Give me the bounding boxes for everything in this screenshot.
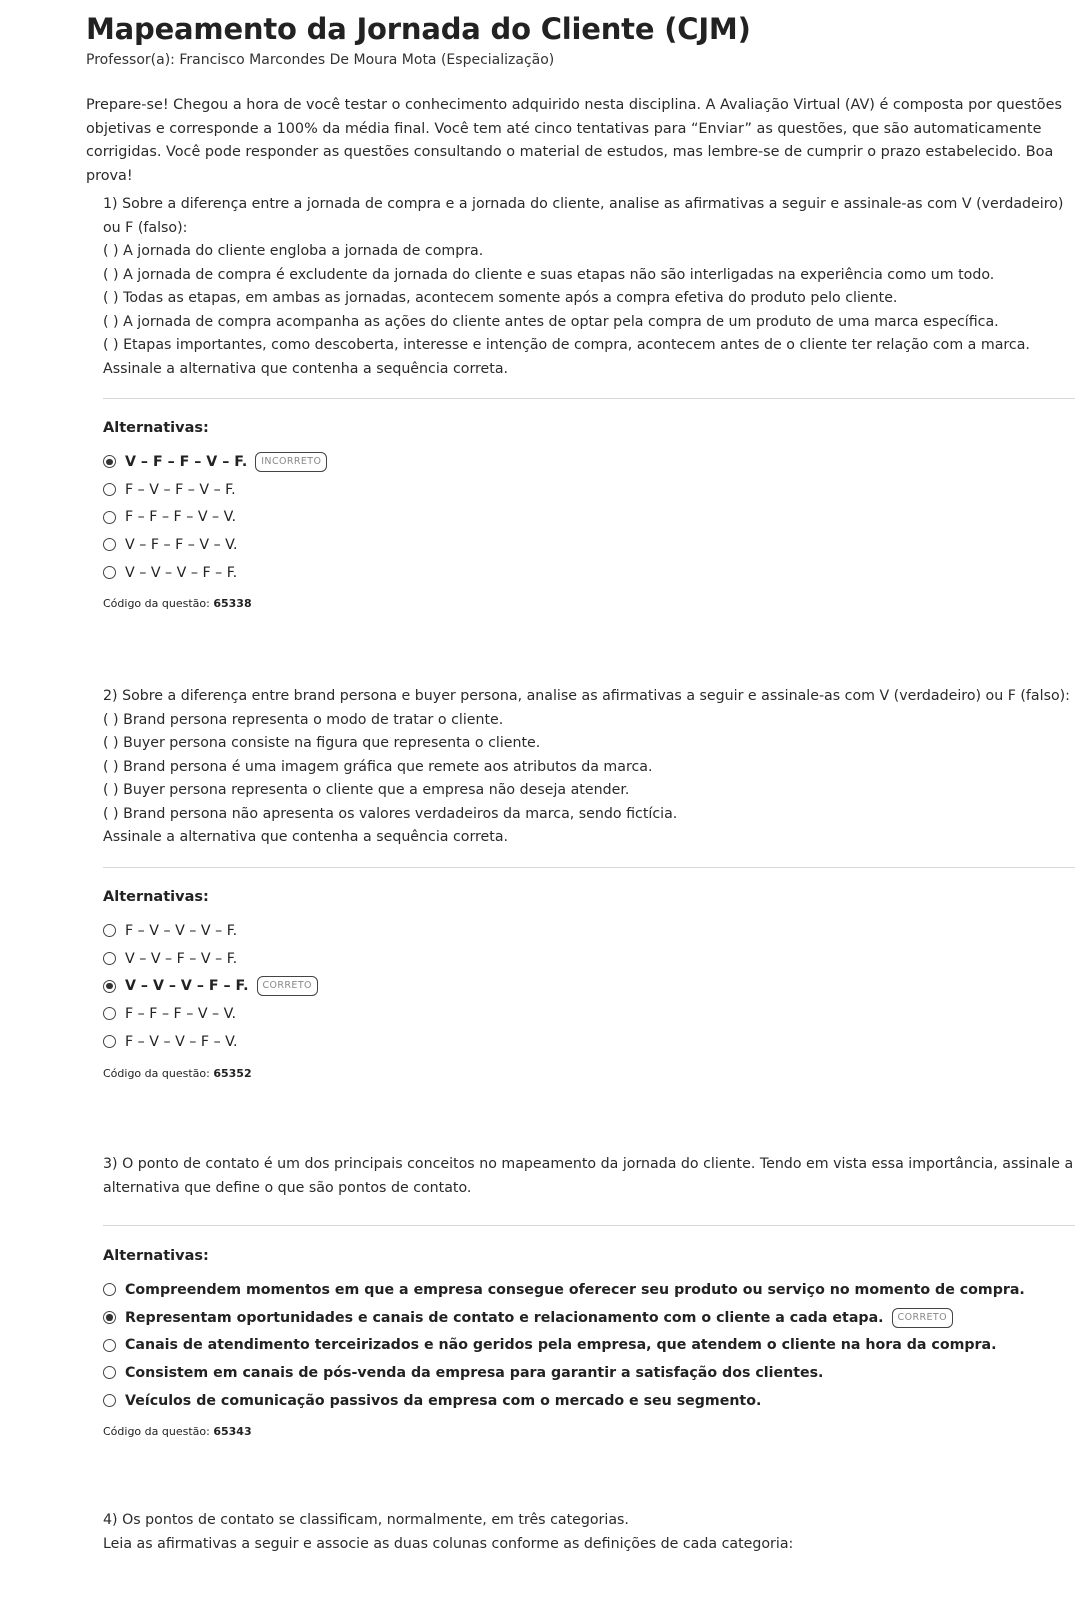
intro-text: Prepare-se! Chegou a hora de você testar o conhecimento adquirido nesta disciplina. A Avaliação Virtual (AV) é composta por questões objetivas e corresponde a 100% da média final. Você tem até cinco tentativas para “Enviar” as questões, que são automaticamente corrigidas. Você pode responder as questões consultando o material de estudos, mas lembre-se de cumprir o prazo estabelecido. Boa prova! [86, 97, 1062, 184]
statement-line: Leia as afirmativas a seguir e associe as duas colunas conforme as definições de cada categoria: [103, 1535, 794, 1552]
question-code-label: Código da questão: [103, 597, 210, 610]
question-code-label: Código da questão: [103, 1067, 210, 1080]
radio-button[interactable] [103, 511, 116, 524]
question-2 [103, 685, 1075, 1085]
question-code [103, 1425, 252, 1438]
radio-button[interactable] [103, 538, 116, 551]
option-label: F – V – V – V – F. [125, 922, 238, 939]
divider [103, 867, 1075, 868]
radio-button[interactable] [103, 483, 116, 496]
radio-button[interactable] [103, 1007, 116, 1020]
answer-option[interactable] [103, 559, 1075, 587]
option-label: Representam oportunidades e canais de contato e relacionamento com o cliente a cada etapa. [125, 1309, 884, 1326]
radio-button[interactable] [103, 566, 116, 579]
alternatives-label: Alternativas: [103, 889, 209, 905]
statement-line: Assinale a alternativa que contenha a sequência correta. [103, 829, 509, 845]
statement-line: ( ) Brand persona representa o modo de tratar o cliente. [103, 711, 504, 728]
radio-button[interactable] [103, 1283, 116, 1296]
question-code-label: Código da questão: [103, 1425, 210, 1438]
question-statement [103, 685, 1075, 850]
radio-button[interactable] [103, 455, 116, 468]
question-code [103, 1067, 252, 1080]
answer-option[interactable] [103, 476, 1075, 504]
answer-option[interactable] [103, 1276, 1075, 1304]
option-label: Canais de atendimento terceirizados e não geridos pela empresa, que atendem o cliente na hora da compra. [125, 1337, 997, 1354]
option-label: V – V – V – F – F. [125, 564, 238, 581]
radio-button[interactable] [103, 924, 116, 937]
alternatives-label: Alternativas: [103, 420, 209, 436]
question-code-value: 65352 [213, 1067, 252, 1080]
statement-line: 3) O ponto de contato é um dos principais conceitos no mapeamento da jornada do cliente. Tendo em vista essa importância, assinale a alternativa que define o que são pontos de contato. [103, 1156, 1074, 1196]
options-list [103, 448, 1075, 586]
result-badge: INCORRETO [255, 452, 327, 472]
result-badge: CORRETO [892, 1308, 953, 1328]
alternatives-label: Alternativas: [103, 1248, 209, 1264]
statement-line: ( ) Brand persona é uma imagem gráfica que remete aos atributos da marca. [103, 758, 653, 775]
statement-line: ( ) Brand persona não apresenta os valores verdadeiros da marca, sendo fictícia. [103, 805, 678, 822]
option-label: F – V – V – F – V. [125, 1033, 238, 1050]
question-3 [103, 1153, 1075, 1453]
professor-name: Professor(a): Francisco Marcondes De Moura Mota (Especialização) [86, 52, 555, 68]
answer-option[interactable] [103, 531, 1075, 559]
page-title: Mapeamento da Jornada do Cliente (CJM) [86, 12, 751, 46]
radio-button[interactable] [103, 1311, 116, 1324]
radio-button[interactable] [103, 1394, 116, 1407]
divider [103, 1225, 1075, 1226]
option-label: V – F – F – V – F. [125, 453, 248, 470]
radio-button[interactable] [103, 980, 116, 993]
answer-option[interactable] [103, 972, 1075, 1000]
option-label: Consistem em canais de pós-venda da empresa para garantir a satisfação dos clientes. [125, 1364, 824, 1381]
radio-button[interactable] [103, 1035, 116, 1048]
question-statement [103, 1509, 1075, 1556]
option-label: F – F – F – V – V. [125, 509, 237, 526]
option-label: V – F – F – V – V. [125, 536, 238, 553]
option-label: F – F – F – V – V. [125, 1005, 237, 1022]
statement-line: 1) Sobre a diferença entre a jornada de compra e a jornada do cliente, analise as afirmativas a seguir e assinale-as com V (verdadeiro) ou F (falso): [103, 196, 1064, 236]
question-code-value: 65343 [213, 1425, 252, 1438]
statement-line: ( ) Todas as etapas, em ambas as jornadas, acontecem somente após a compra efetiva do produto pelo cliente. [103, 290, 898, 306]
statement-line: 2) Sobre a diferença entre brand persona e buyer persona, analise as afirmativas a seguir e assinale-as com V (verdadeiro) ou F (falso): [103, 688, 1070, 704]
answer-option[interactable] [103, 917, 1075, 945]
answer-option[interactable] [103, 503, 1075, 531]
answer-option[interactable] [103, 1304, 1075, 1332]
question-statement [103, 1153, 1075, 1200]
radio-button[interactable] [103, 952, 116, 965]
statement-line: ( ) Buyer persona representa o cliente que a empresa não deseja atender. [103, 782, 630, 798]
statement-line: Assinale a alternativa que contenha a sequência correta. [103, 360, 509, 377]
statement-line: ( ) Etapas importantes, como descoberta, interesse e intenção de compra, acontecem antes de o cliente ter relação com a marca. [103, 337, 1030, 353]
answer-option[interactable] [103, 945, 1075, 973]
divider [103, 398, 1075, 399]
statement-line: 4) Os pontos de contato se classificam, normalmente, em três categorias. [103, 1512, 629, 1528]
answer-option[interactable] [103, 1331, 1075, 1359]
question-statement [103, 193, 1075, 381]
options-list [103, 917, 1075, 1055]
question-code-value: 65338 [213, 597, 252, 610]
page-header [86, 10, 1076, 69]
question-4 [103, 1509, 1075, 1569]
answer-option[interactable] [103, 1387, 1075, 1415]
statement-line: ( ) A jornada de compra é excludente da jornada do cliente e suas etapas não são interligadas na experiência como um todo. [103, 266, 995, 283]
options-list [103, 1276, 1075, 1414]
option-label: F – V – F – V – F. [125, 481, 236, 498]
statement-line: ( ) A jornada de compra acompanha as ações do cliente antes de optar pela compra de um produto de uma marca específica. [103, 313, 999, 330]
answer-option[interactable] [103, 1359, 1075, 1387]
statement-line: ( ) Buyer persona consiste na figura que representa o cliente. [103, 735, 541, 751]
option-label: V – V – V – F – F. [125, 978, 249, 995]
answer-option[interactable] [103, 448, 1075, 476]
answer-option[interactable] [103, 1028, 1075, 1056]
statement-line: ( ) A jornada do cliente engloba a jornada de compra. [103, 243, 484, 259]
option-label: Compreendem momentos em que a empresa consegue oferecer seu produto ou serviço no momento de compra. [125, 1281, 1025, 1298]
result-badge: CORRETO [257, 976, 318, 996]
question-1 [103, 193, 1075, 613]
radio-button[interactable] [103, 1339, 116, 1352]
answer-option[interactable] [103, 1000, 1075, 1028]
radio-button[interactable] [103, 1366, 116, 1379]
question-code [103, 597, 252, 610]
option-label: V – V – F – V – F. [125, 950, 238, 967]
option-label: Veículos de comunicação passivos da empresa com o mercado e seu segmento. [125, 1392, 762, 1409]
